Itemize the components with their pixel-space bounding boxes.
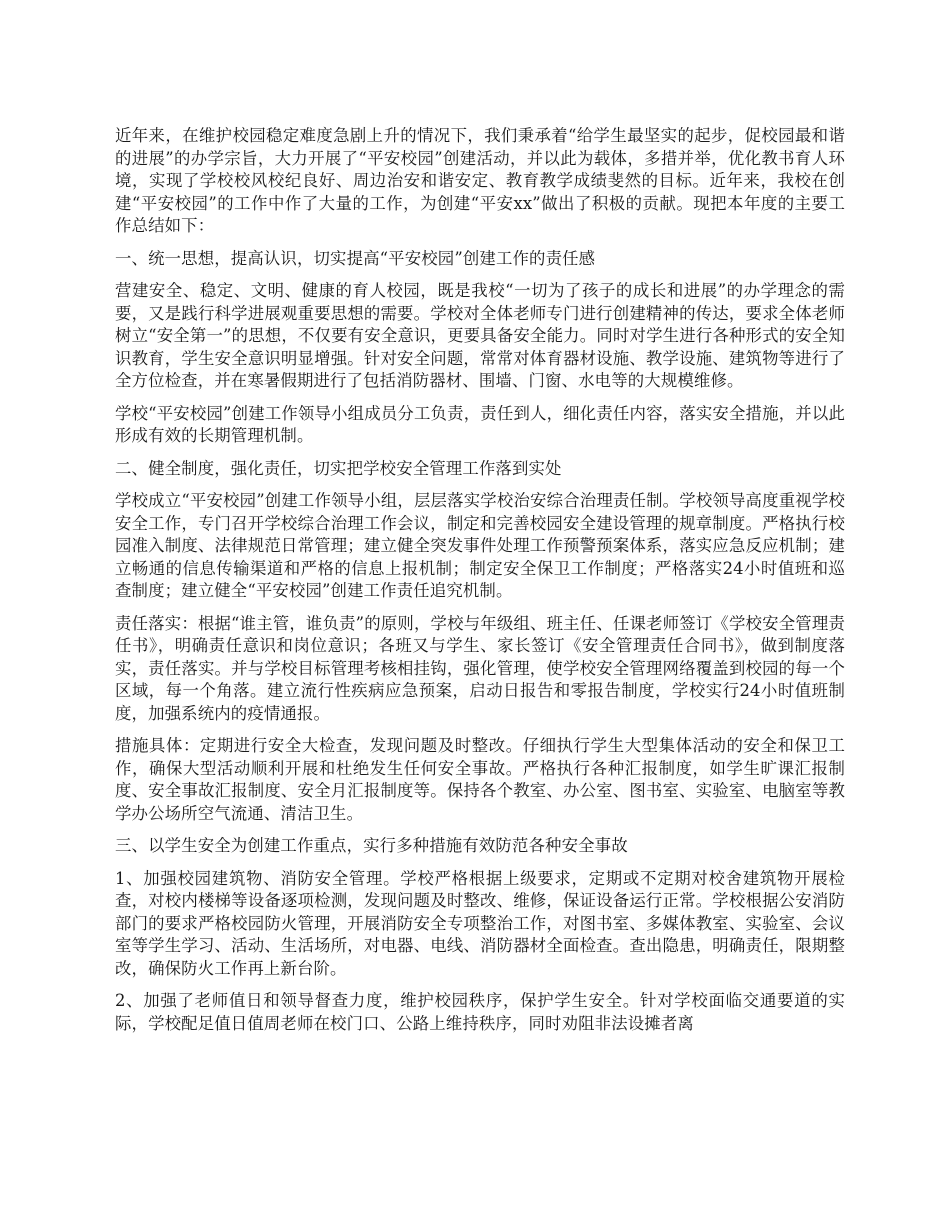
document-page xyxy=(115,125,845,1045)
paragraph: 措施具体：定期进行安全大检查，发现问题及时整改。仔细执行学生大型集体活动的安全和保卫工作，确保大型活动顺利开展和杜绝发生任何安全事故。严格执行各种汇报制度，如学生旷课汇报制度、安全事故汇报制度、安全月汇报制度等。保持各个教室、办公室、图书室、实验室、电脑室等教学办公场所空气流通、清洁卫生。 xyxy=(115,736,845,823)
section-heading-1: 一、统一思想，提高认识，切实提高“平安校园”创建工作的责任感 xyxy=(115,248,596,268)
paragraph: 营建安全、稳定、文明、健康的育人校园，既是我校“一切为了孩子的成长和进展”的办学理念的需要，又是践行科学进展观重要思想的需要。学校对全体老师专门进行创建精神的传达，要求全体老师树立“安全第一”的思想，不仅要有安全意识，更要具备安全能力。同时对学生进行各种形式的安全知识教育，学生安全意识明显增强。针对安全问题，常常对体育器材设施、教学设施、建筑物等进行了全方位检查，并在寒暑假期进行了包括消防器材、围墙、门窗、水电等的大规模维修。 xyxy=(115,281,845,390)
paragraph: 学校成立“平安校园”创建工作领导小组，层层落实学校治安综合治理责任制。学校领导高度重视学校安全工作，专门召开学校综合治理工作会议，制定和完善校园安全建设管理的规章制度。严格执行校园准入制度、法律规范日常管理；建立健全突发事件处理工作预警预案体系，落实应急反应机制；建立畅通的信息传输渠道和严格的信息上报机制；制定安全保卫工作制度；严格落实24小时值班和巡查制度；建立健全“平安校园”创建工作责任追究机制。 xyxy=(115,491,845,600)
intro-paragraph: 近年来，在维护校园稳定难度急剧上升的情况下，我们秉承着“给学生最坚实的起步，促校园最和谐的进展”的办学宗旨，大力开展了“平安校园”创建活动，并以此为载体，多措并举，优化教书育人环境，实现了学校校风校纪良好、周边治安和谐安定、教育教学成绩斐然的目标。近年来，我校在创建“平安校园”的工作中作了大量的工作，为创建“平安xx”做出了积极的贡献。现把本年度的主要工作总结如下： xyxy=(115,126,845,235)
paragraph: 学校“平安校园”创建工作领导小组成员分工负责，责任到人，细化责任内容，落实安全措施，并以此形成有效的长期管理机制。 xyxy=(115,403,845,445)
paragraph: 1、加强校园建筑物、消防安全管理。学校严格根据上级要求，定期或不定期对校舍建筑物开展检查，对校内楼梯等设备逐项检测，发现问题及时整改、维修，保证设备运行正常。学校根据公安消防部门的要求严格校园防火管理，开展消防安全专项整治工作，对图书室、多媒体教室、实验室、会议室等学生学习、活动、生活场所，对电器、电线、消防器材全面检查。查出隐患，明确责任，限期整改，确保防火工作再上新台阶。 xyxy=(115,868,845,978)
paragraph: 责任落实：根据“谁主管，谁负责”的原则，学校与年级组、班主任、任课老师签订《学校安全管理责任书》，明确责任意识和岗位意识；各班又与学生、家长签订《安全管理责任合同书》，做到制度落实，责任落实。并与学校目标管理考核相挂钩，强化管理，使学校安全管理网络覆盖到校园的每一个区域，每一个角落。建立流行性疾病应急预案，启动日报告和零报告制度，学校实行24小时值班制度，加强系统内的疫情通报。 xyxy=(115,613,845,723)
section-heading-3: 三、以学生安全为创建工作重点，实行多种措施有效防范各种安全事故 xyxy=(115,836,628,855)
paragraph: 2、加强了老师值日和领导督查力度，维护校园秩序，保护学生安全。针对学校面临交通要道的实际，学校配足值日值周老师在校门口、公路上维持秩序，同时劝阻非法设摊者离 xyxy=(115,991,845,1033)
section-heading-2: 二、健全制度，强化责任，切实把学校安全管理工作落到实处 xyxy=(115,458,562,478)
